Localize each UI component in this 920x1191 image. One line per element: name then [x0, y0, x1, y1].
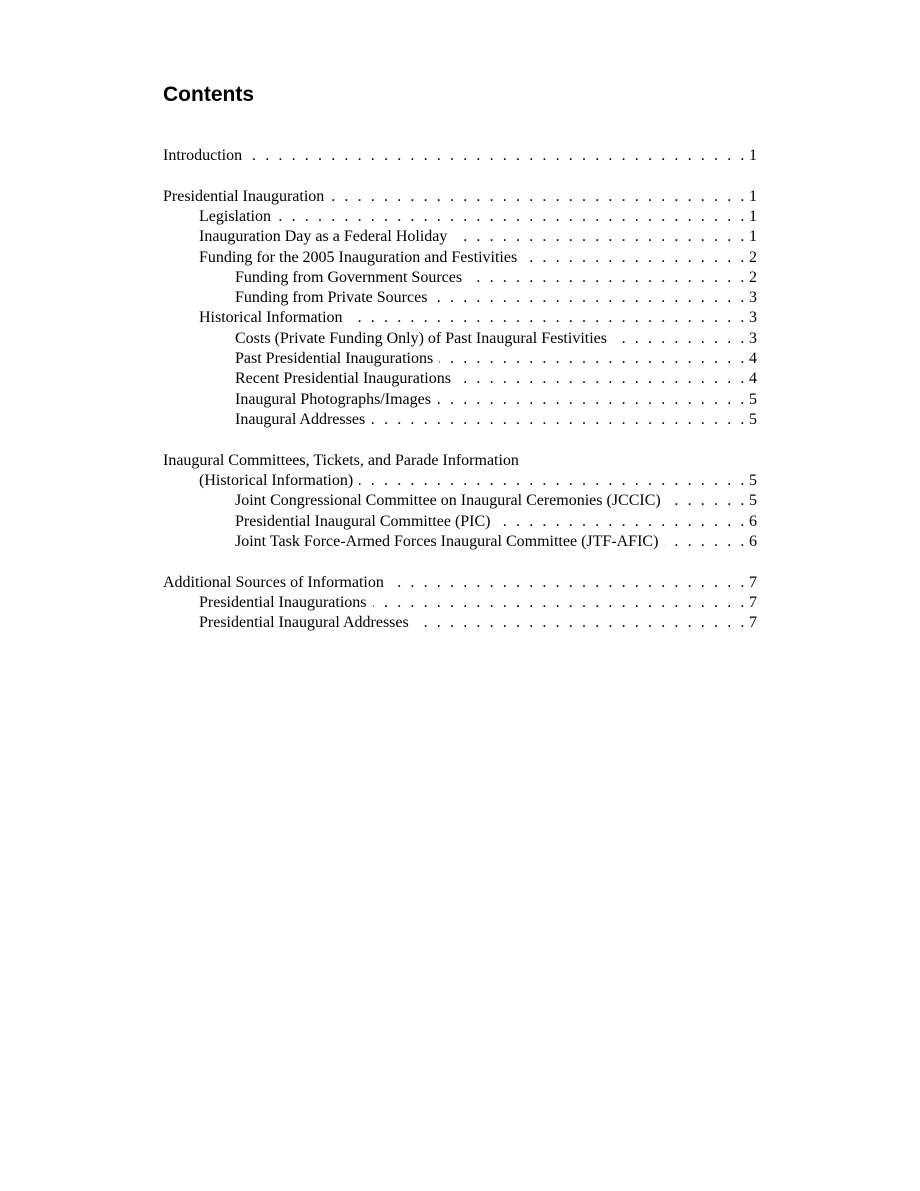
dot-leader [373, 593, 747, 613]
page-title: Contents [163, 83, 254, 106]
dot-leader [457, 369, 747, 389]
toc-entry-label: Presidential Inaugural Addresses [199, 614, 409, 632]
toc-entry-label: Past Presidential Inaugurations [235, 350, 434, 368]
dot-leader [349, 308, 747, 328]
toc-entry[interactable] [163, 593, 757, 613]
toc-entry-page: 6 [749, 532, 757, 550]
toc-entry-label: Additional Sources of Information [163, 573, 384, 591]
toc-entry-page: 2 [749, 248, 757, 266]
toc-entry-label: Inaugural Addresses [235, 410, 366, 428]
toc-entry-label: Joint Task Force-Armed Forces Inaugural Committee (JTF-AFIC) [235, 532, 659, 550]
toc-entry-label: Introduction [163, 147, 243, 164]
toc-entry-page: 4 [749, 370, 757, 388]
toc-group [163, 573, 757, 634]
toc-entry-label: Recent Presidential Inaugurations [235, 370, 451, 388]
dot-leader [248, 146, 747, 166]
toc-entry-page: 5 [749, 390, 757, 408]
toc-group [163, 451, 757, 552]
table-of-contents [163, 146, 757, 654]
toc-entry-label: Inauguration Day as a Federal Holiday [199, 228, 448, 246]
dot-leader [437, 390, 747, 410]
toc-section-heading: Inaugural Committees, Tickets, and Parade Information [163, 451, 519, 469]
dot-leader [523, 248, 747, 268]
toc-entry-page: 2 [749, 268, 757, 286]
toc-entry-label: Joint Congressional Committee on Inaugural Ceremonies (JCCIC) [235, 492, 661, 510]
toc-entry[interactable] [163, 207, 757, 227]
toc-entry-page: 5 [749, 492, 757, 510]
toc-entry-label: Funding for the 2005 Inauguration and Festivities [199, 248, 518, 266]
toc-entry-label: Presidential Inaugural Committee (PIC) [235, 512, 491, 530]
toc-entry[interactable] [163, 410, 757, 430]
toc-entry-label: Presidential Inauguration [163, 187, 325, 205]
toc-entry-page: 1 [749, 207, 757, 225]
toc-entry[interactable] [163, 187, 757, 207]
toc-entry[interactable] [163, 390, 757, 410]
toc-entry[interactable] [163, 308, 757, 328]
dot-leader [613, 329, 747, 349]
toc-entry-page: 6 [749, 512, 757, 530]
dot-leader [359, 471, 747, 491]
toc-entry-label: Inaugural Photographs/Images [235, 390, 431, 408]
toc-entry[interactable] [163, 227, 757, 247]
toc-group [163, 187, 757, 431]
dot-leader [415, 613, 747, 633]
toc-entry-page: 3 [749, 329, 757, 347]
toc-entry[interactable] [163, 613, 757, 633]
toc-entry-page: 1 [749, 187, 757, 205]
toc-entry[interactable] [163, 248, 757, 268]
dot-leader [439, 349, 747, 369]
toc-entry[interactable] [163, 573, 757, 593]
dot-leader [433, 288, 747, 308]
dot-leader [371, 410, 747, 430]
toc-entry[interactable] [163, 268, 757, 288]
toc-entry[interactable] [163, 532, 757, 552]
dot-leader [390, 573, 747, 593]
toc-group [163, 146, 757, 166]
toc-entry-page: 1 [749, 147, 757, 164]
dot-leader [453, 227, 747, 247]
toc-entry-label: Funding from Private Sources [235, 289, 428, 307]
dot-leader [664, 532, 747, 552]
toc-entry-label: Presidential Inaugurations [199, 593, 367, 611]
toc-entry-page: 7 [749, 573, 757, 591]
toc-entry-label: (Historical Information) [199, 471, 354, 489]
toc-entry-label: Funding from Government Sources [235, 268, 463, 286]
dot-leader [667, 491, 747, 511]
toc-entry-label: Historical Information [199, 309, 343, 327]
dot-leader [468, 268, 747, 288]
toc-entry-label: Legislation [199, 207, 271, 225]
toc-entry[interactable] [163, 329, 757, 349]
toc-entry-page: 7 [749, 593, 757, 611]
toc-entry-page: 3 [749, 309, 757, 327]
dot-leader [277, 207, 747, 227]
toc-entry-page: 7 [749, 614, 757, 632]
toc-entry[interactable] [163, 369, 757, 389]
toc-entry-page: 4 [749, 350, 757, 368]
toc-entry-page: 5 [749, 471, 757, 489]
toc-entry-page: 5 [749, 410, 757, 428]
toc-entry[interactable] [163, 349, 757, 369]
toc-entry[interactable] [163, 288, 757, 308]
dot-leader [330, 187, 747, 207]
toc-entry[interactable] [163, 146, 757, 166]
toc-entry-page: 3 [749, 289, 757, 307]
toc-entry[interactable] [163, 512, 757, 532]
toc-entry[interactable] [163, 471, 757, 491]
toc-entry-page: 1 [749, 228, 757, 246]
toc-entry[interactable] [163, 491, 757, 511]
dot-leader [497, 512, 748, 532]
toc-entry-label: Costs (Private Funding Only) of Past Inaugural Festivities [235, 329, 607, 347]
